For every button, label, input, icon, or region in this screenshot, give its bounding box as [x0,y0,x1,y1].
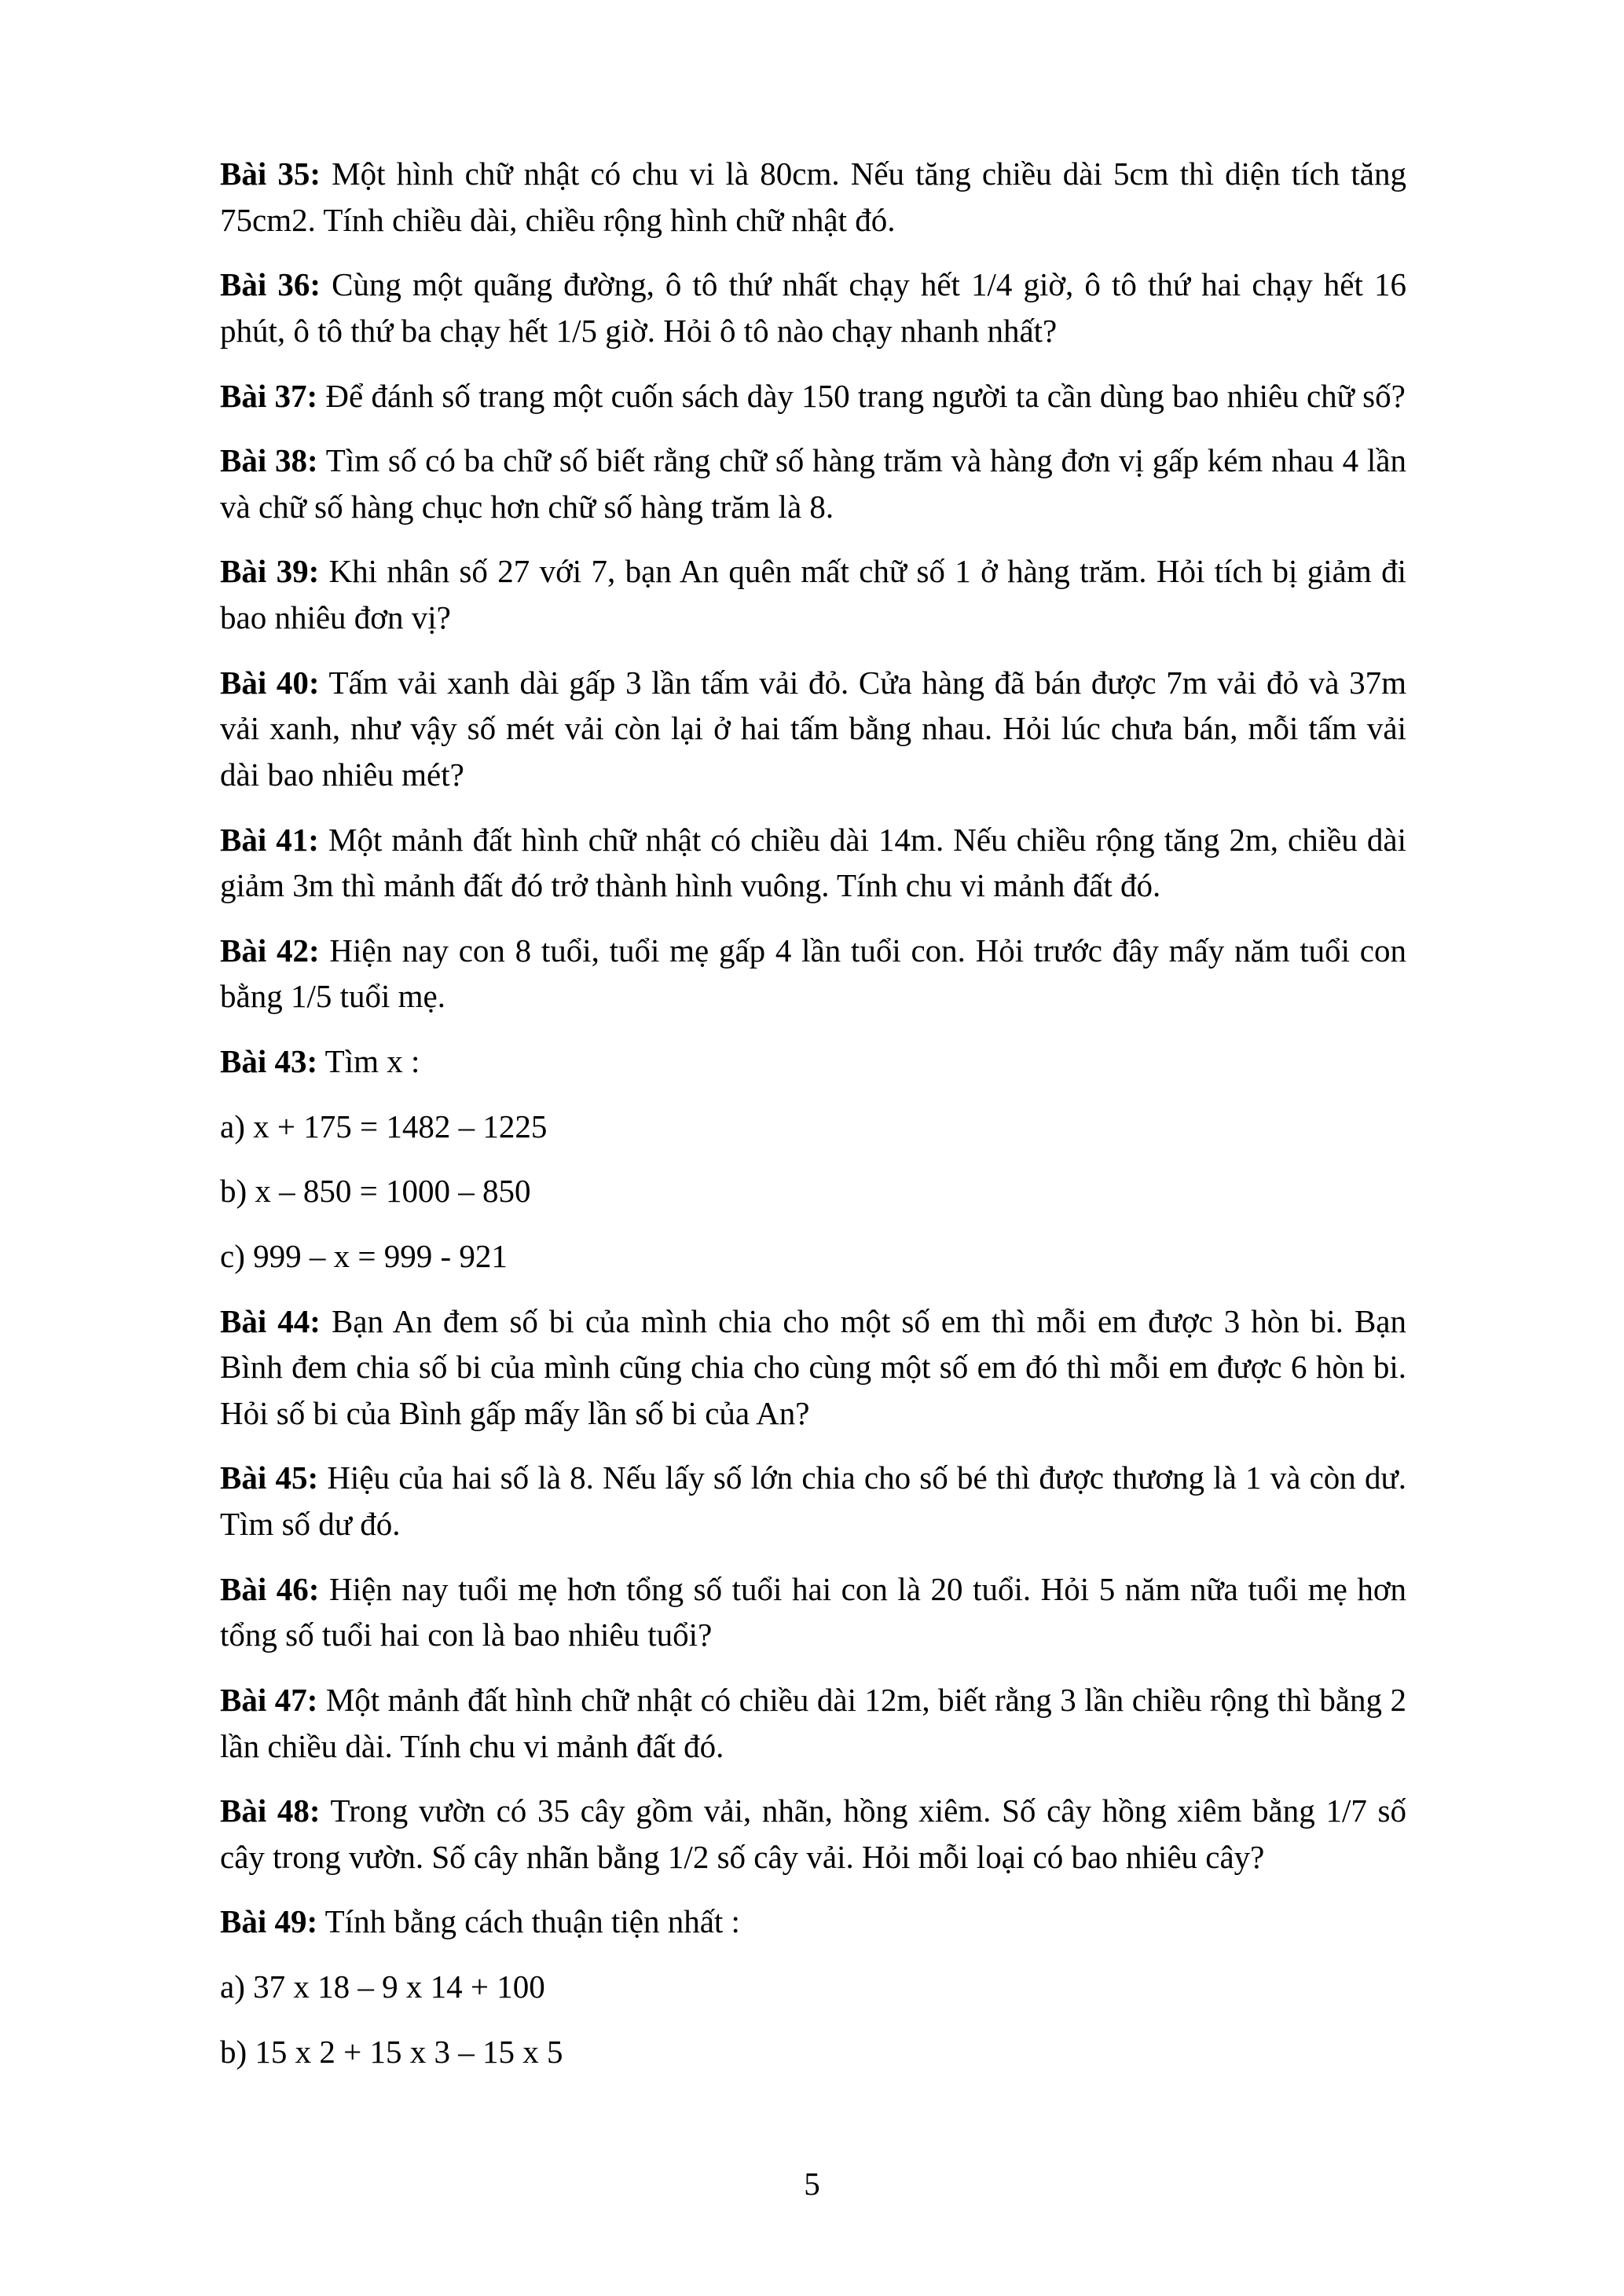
problem-label: Bài 37: [220,377,318,414]
problem-text: Một mảnh đất hình chữ nhật có chiều dài 14m. Nếu chiều rộng tăng 2m, chiều dài giảm 3m thì mảnh đất đó trở thành hình vuông. Tính chu vi mảnh đất đó. [220,821,1406,904]
problem-text: Để đánh số trang một cuốn sách dày 150 trang người ta cần dùng bao nhiêu chữ số? [325,377,1406,414]
problem-text: Hiệu của hai số là 8. Nếu lấy số lớn chia cho số bé thì được thương là 1 và còn dư. Tìm số dư đó. [220,1459,1406,1542]
problem-label: Bài 45: [220,1459,319,1496]
problem-item-39 [220,548,1406,640]
problem-label: Bài 49: [220,1903,318,1940]
problem-item-42 [220,928,1406,1020]
problem-label: Bài 35: [220,156,321,192]
problem-label: Bài 38: [220,442,318,479]
problem-item-37 [220,373,1406,419]
problem-text: Tìm số có ba chữ số biết rằng chữ số hàng trăm và hàng đơn vị gấp kém nhau 4 lần và chữ số hàng chục hơn chữ số hàng trăm là 8. [220,442,1406,525]
problem-text: Hiện nay tuổi mẹ hơn tổng số tuổi hai con là 20 tuổi. Hỏi 5 năm nữa tuổi mẹ hơn tổng số tuổi hai con là bao nhiêu tuổi? [220,1570,1407,1653]
problem-text: b) x – 850 = 1000 – 850 [220,1173,531,1210]
problem-subitem-43b [220,1168,1406,1214]
problem-label: Bài 44: [220,1302,321,1339]
problem-text: Tìm x : [324,1043,420,1079]
problem-item-46 [220,1566,1406,1658]
page-number: 5 [804,2165,820,2202]
problem-text: Tính bằng cách thuận tiện nhất : [324,1903,740,1940]
problem-text: c) 999 – x = 999 - 921 [220,1237,508,1274]
problem-text: Trong vườn có 35 cây gồm vải, nhãn, hồng xiêm. Số cây hồng xiêm bằng 1/7 số cây trong vườn. Số cây nhãn bằng 1/2 số cây vải. Hỏi mỗi loại có bao nhiêu cây? [220,1792,1406,1875]
problem-label: Bài 47: [220,1681,318,1718]
problem-label: Bài 43: [220,1043,318,1079]
problem-label: Bài 41: [220,821,319,858]
problem-text: b) 15 x 2 + 15 x 3 – 15 x 5 [220,2033,563,2070]
problem-item-40 [220,660,1406,798]
problem-item-41 [220,817,1406,909]
problem-text: Một hình chữ nhật có chu vi là 80cm. Nếu tăng chiều dài 5cm thì diện tích tăng 75cm2. Tính chiều dài, chiều rộng hình chữ nhật đó. [220,156,1406,238]
problem-item-44 [220,1298,1406,1437]
problem-text: Hiện nay con 8 tuổi, tuổi mẹ gấp 4 lần tuổi con. Hỏi trước đây mấy năm tuổi con bằng 1/5 tuổi mẹ. [220,932,1406,1015]
problem-text: Cùng một quãng đường, ô tô thứ nhất chạy hết 1/4 giờ, ô tô thứ hai chạy hết 16 phút, ô tô thứ ba chạy hết 1/5 giờ. Hỏi ô tô nào chạy nhanh nhất? [220,266,1406,349]
problem-subitem-43a [220,1104,1406,1150]
problem-label: Bài 40: [220,664,320,701]
problem-item-38 [220,438,1406,529]
problem-subitem-43c [220,1233,1406,1280]
problem-label: Bài 48: [220,1792,321,1829]
problem-item-48 [220,1788,1406,1880]
problem-text: a) 37 x 18 – 9 x 14 + 100 [220,1968,545,2005]
problem-label: Bài 36: [220,266,321,303]
problem-subitem-49b [220,2029,1406,2075]
problem-label: Bài 46: [220,1570,320,1607]
problem-text: Khi nhân số 27 với 7, bạn An quên mất chữ số 1 ở hàng trăm. Hỏi tích bị giảm đi bao nhiêu đơn vị? [220,553,1406,635]
problem-label: Bài 39: [220,553,320,590]
problem-text: Tấm vải xanh dài gấp 3 lần tấm vải đỏ. Cửa hàng đã bán được 7m vải đỏ và 37m vải xanh, như vậy số mét vải còn lại ở hai tấm bằng nhau. Hỏi lúc chưa bán, mỗi tấm vải dài bao nhiêu mét? [220,664,1406,793]
problem-item-47 [220,1677,1406,1769]
problem-item-36 [220,262,1406,353]
problem-text: a) x + 175 = 1482 – 1225 [220,1108,548,1144]
problem-item-45 [220,1455,1406,1547]
problem-text: Bạn An đem số bi của mình chia cho một số em thì mỗi em được 3 hòn bi. Bạn Bình đem chia số bi của mình cũng chia cho cùng một số em đó thì mỗi em được 6 hòn bi. Hỏi số bi của Bình gấp mấy lần số bi của An? [220,1302,1406,1431]
problem-item-43 [220,1038,1406,1085]
problem-item-49 [220,1899,1406,1945]
document-body [220,151,1406,2093]
problem-label: Bài 42: [220,932,320,969]
problem-text: Một mảnh đất hình chữ nhật có chiều dài 12m, biết rằng 3 lần chiều rộng thì bằng 2 lần chiều dài. Tính chu vi mảnh đất đó. [220,1681,1407,1764]
problem-subitem-49a [220,1964,1406,2010]
problem-item-35 [220,151,1406,243]
